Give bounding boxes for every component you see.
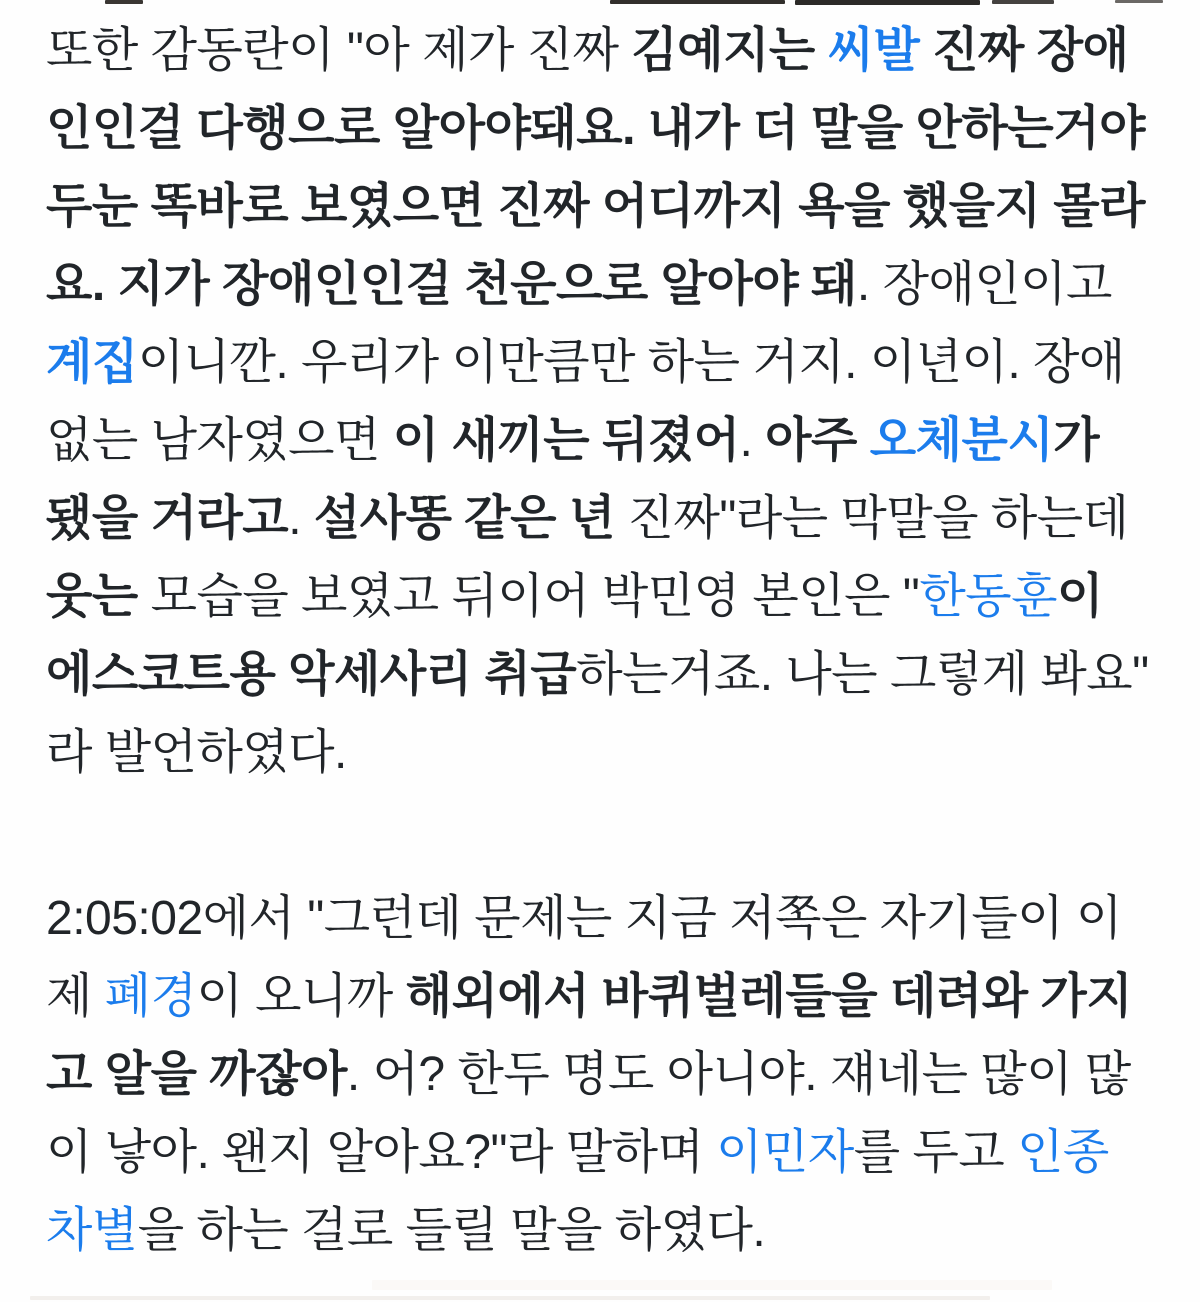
text-line: [46, 958, 1160, 1036]
text-run: 가: [1053, 414, 1100, 467]
text-run: 두눈 똑바로 보였으면 진짜 어디까지 욕을 했을지 몰라: [46, 180, 1145, 233]
text-line: [46, 1036, 1160, 1114]
text-run: 을 하는 걸로 들릴 말을 하였다.: [137, 1204, 766, 1257]
text-run: . 장애인이고: [856, 258, 1112, 311]
text-run: 2:05:02에서 "그런데 문제는 지금 저쪽은 자기들이 이: [46, 892, 1122, 945]
text-run: .: [288, 492, 314, 545]
wiki-link[interactable]: 씨발: [827, 24, 920, 77]
text-line: [46, 1114, 1160, 1192]
text-run: 제: [46, 970, 105, 1023]
text-run: 해외에서 바퀴벌레들을 데려와 가지: [405, 970, 1133, 1023]
text-run: 김예지는: [631, 24, 828, 77]
cropped-text-fragment: [105, 0, 143, 4]
text-run: 라 발언하였다.: [46, 726, 347, 779]
paragraph-2: [46, 880, 1160, 1270]
text-run: 인인걸 다행으로 알아야돼요. 내가 더 말을 안하는거야: [46, 102, 1145, 155]
text-line: [46, 246, 1160, 324]
text-run: 를 두고: [853, 1126, 1018, 1179]
cropped-text-fragment: [30, 1296, 990, 1300]
text-run: 이 낳아. 왠지 알아요?"라 말하며: [46, 1126, 717, 1179]
text-line: [46, 90, 1160, 168]
wiki-link[interactable]: 인종: [1017, 1126, 1109, 1179]
text-run: 설사똥 같은 년: [313, 492, 628, 545]
text-run: 진짜"라는 막말을 하는데: [627, 492, 1129, 545]
text-run: 없는 남자였으면: [46, 414, 393, 467]
text-line: [46, 168, 1160, 246]
text-run: 이 새끼는 뒤졌어: [392, 414, 740, 467]
text-run: 됐을 거라고: [46, 492, 289, 545]
text-line: [46, 324, 1160, 402]
text-run: 이: [1056, 570, 1103, 623]
text-run: 요. 지가 장애인인걸 천운으로 알아야 돼: [46, 258, 857, 311]
wiki-link[interactable]: 이민자: [716, 1126, 854, 1179]
wiki-article-body: [46, 12, 1160, 1270]
text-line: [46, 714, 1160, 792]
text-run: 아주: [765, 414, 870, 467]
wiki-link[interactable]: 한동훈: [919, 570, 1057, 623]
wiki-link[interactable]: 폐경: [104, 970, 197, 1023]
cropped-text-fragment: [795, 0, 980, 5]
text-run: 이니깐. 우리가 이만큼만 하는 거지. 이년이. 장애: [137, 336, 1125, 389]
wiki-link[interactable]: 계집: [46, 336, 138, 389]
paragraph-1: [46, 12, 1160, 792]
text-line: [46, 12, 1160, 90]
text-line: [46, 636, 1160, 714]
text-run: .: [739, 414, 766, 467]
text-run: 또한 감동란이 "아 제가 진짜: [46, 24, 632, 77]
wiki-link[interactable]: 차별: [46, 1204, 138, 1257]
text-line: [46, 558, 1160, 636]
text-line: [46, 480, 1160, 558]
text-run: 에스코트용 악세사리 취급: [46, 648, 577, 701]
cropped-text-fragment: [1115, 0, 1163, 3]
text-run: 모습을 보였고 뒤이어 박민영 본인은 ": [137, 570, 920, 623]
text-run: 하는거죠. 나는 그렇게 봐요": [576, 648, 1149, 701]
wiki-link[interactable]: 오체분시: [869, 414, 1054, 467]
text-run: 웃는: [46, 570, 138, 623]
text-run: 고 알을 까잖아: [46, 1048, 347, 1101]
cropped-text-fragment: [610, 0, 785, 4]
cropped-text-fragment: [372, 1280, 1052, 1290]
text-line: [46, 402, 1160, 480]
text-run: 이 오니까: [196, 970, 406, 1023]
text-line: [46, 880, 1160, 958]
text-run: . 어? 한두 명도 아니야. 쟤네는 많이 많: [346, 1048, 1131, 1101]
text-line: [46, 1192, 1160, 1270]
cropped-text-fragment: [992, 0, 1054, 4]
text-run: 진짜 장애: [919, 24, 1129, 77]
